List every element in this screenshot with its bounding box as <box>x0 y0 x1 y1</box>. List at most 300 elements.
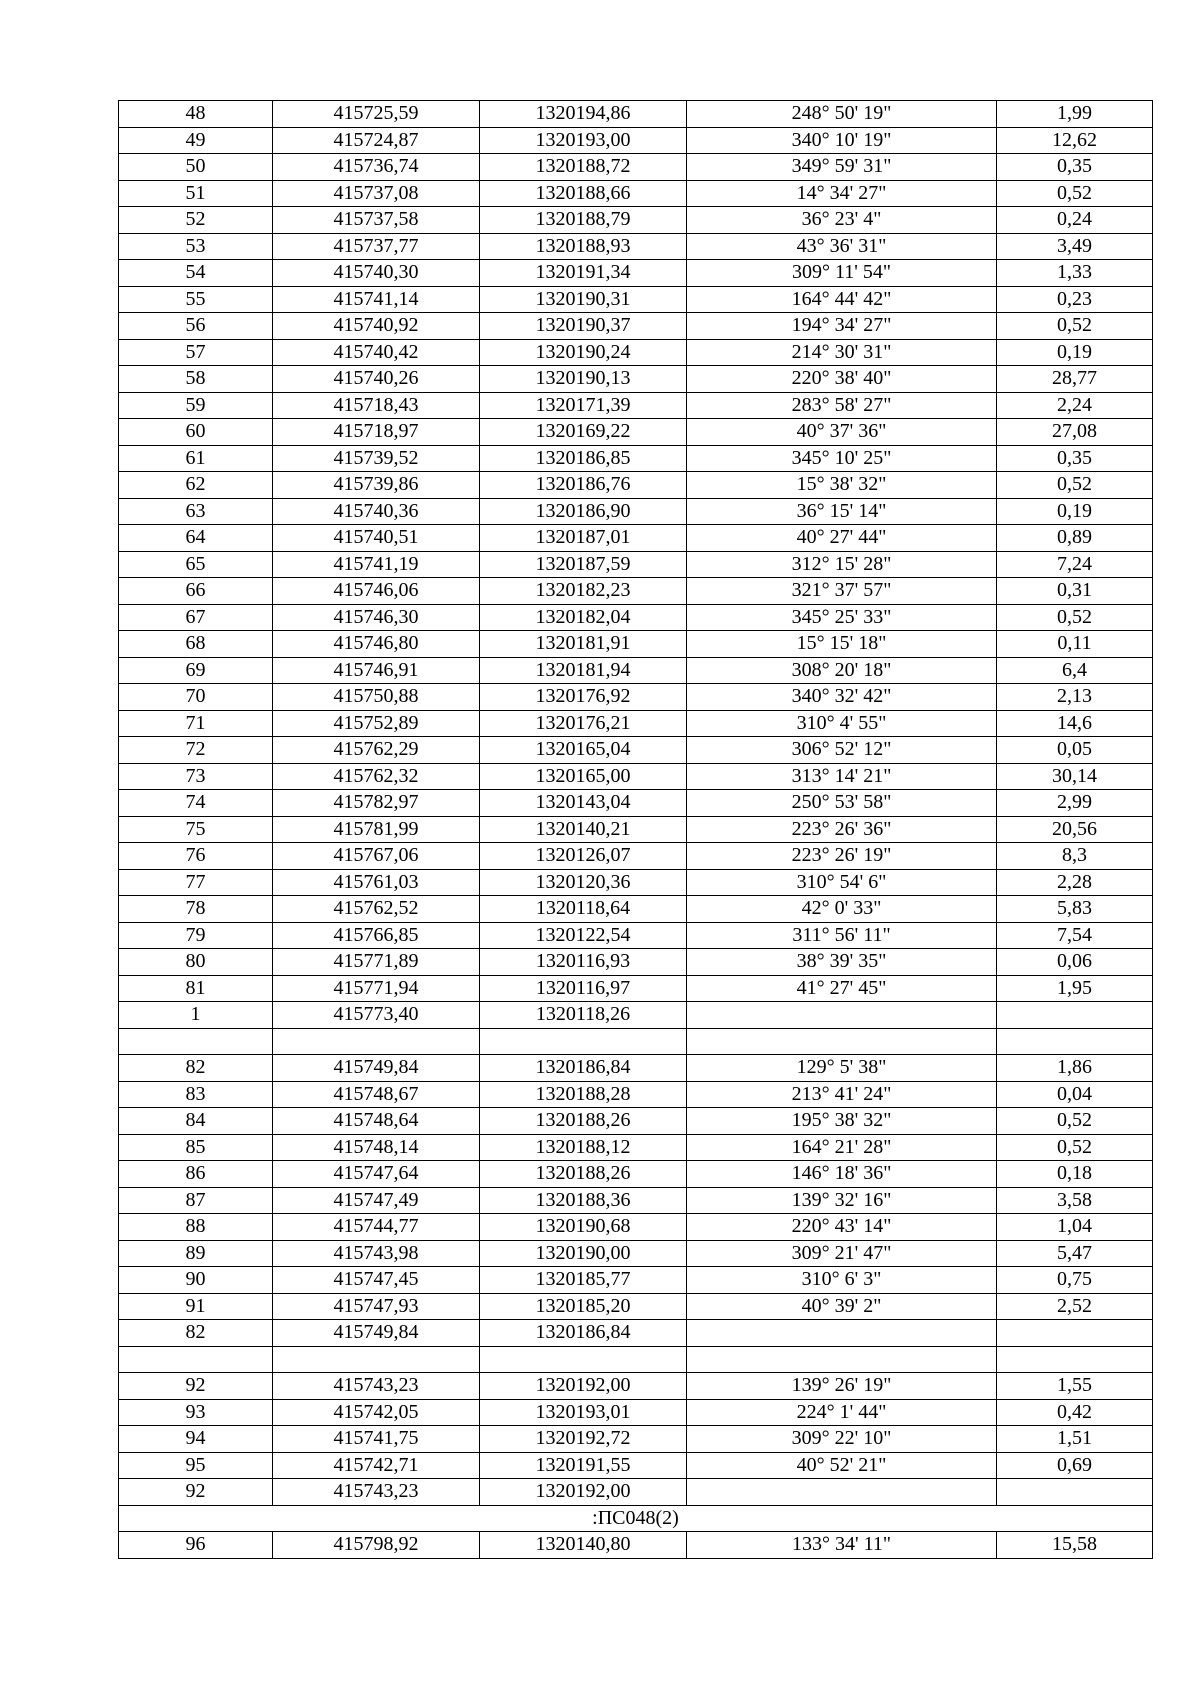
x-coordinate-cell: 415747,93 <box>273 1293 480 1320</box>
distance-cell: 0,89 <box>997 525 1153 552</box>
distance-cell: 2,99 <box>997 790 1153 817</box>
point-number-cell: 94 <box>119 1426 273 1453</box>
direction-angle-cell: 310° 54' 6" <box>687 869 997 896</box>
y-coordinate-cell: 1320181,91 <box>480 631 687 658</box>
point-number-cell: 55 <box>119 286 273 313</box>
point-number-cell: 90 <box>119 1267 273 1294</box>
direction-angle-cell: 40° 39' 2" <box>687 1293 997 1320</box>
table-row <box>119 233 1153 260</box>
direction-angle-cell: 340° 10' 19" <box>687 127 997 154</box>
direction-angle-cell: 309° 11' 54" <box>687 260 997 287</box>
x-coordinate-cell: 415743,23 <box>273 1479 480 1506</box>
distance-cell: 1,55 <box>997 1373 1153 1400</box>
x-coordinate-cell: 415749,84 <box>273 1320 480 1347</box>
point-number-cell: 72 <box>119 737 273 764</box>
direction-angle-cell: 309° 21' 47" <box>687 1240 997 1267</box>
distance-cell: 1,86 <box>997 1055 1153 1082</box>
empty-cell <box>480 1028 687 1055</box>
x-coordinate-cell: 415740,42 <box>273 339 480 366</box>
table-row <box>119 1055 1153 1082</box>
y-coordinate-cell: 1320191,55 <box>480 1452 687 1479</box>
direction-angle-cell: 139° 26' 19" <box>687 1373 997 1400</box>
table-row <box>119 1108 1153 1135</box>
table-row <box>119 1267 1153 1294</box>
direction-angle-cell: 36° 23' 4" <box>687 207 997 234</box>
distance-cell: 3,58 <box>997 1187 1153 1214</box>
y-coordinate-cell: 1320190,37 <box>480 313 687 340</box>
direction-angle-cell: 40° 52' 21" <box>687 1452 997 1479</box>
table-row <box>119 1002 1153 1029</box>
direction-angle-cell: 194° 34' 27" <box>687 313 997 340</box>
x-coordinate-cell: 415740,92 <box>273 313 480 340</box>
distance-cell: 0,05 <box>997 737 1153 764</box>
table-row <box>119 339 1153 366</box>
y-coordinate-cell: 1320191,34 <box>480 260 687 287</box>
x-coordinate-cell: 415741,19 <box>273 551 480 578</box>
direction-angle-cell: 220° 38' 40" <box>687 366 997 393</box>
direction-angle-cell: 195° 38' 32" <box>687 1108 997 1135</box>
x-coordinate-cell: 415725,59 <box>273 101 480 128</box>
x-coordinate-cell: 415739,86 <box>273 472 480 499</box>
distance-cell: 2,24 <box>997 392 1153 419</box>
direction-angle-cell: 36° 15' 14" <box>687 498 997 525</box>
point-number-cell: 67 <box>119 604 273 631</box>
empty-cell <box>119 1346 273 1373</box>
x-coordinate-cell: 415741,75 <box>273 1426 480 1453</box>
distance-cell: 0,31 <box>997 578 1153 605</box>
distance-cell: 1,51 <box>997 1426 1153 1453</box>
direction-angle-cell: 340° 32' 42" <box>687 684 997 711</box>
direction-angle-cell: 308° 20' 18" <box>687 657 997 684</box>
distance-cell: 1,04 <box>997 1214 1153 1241</box>
separator-row <box>119 1028 1153 1055</box>
direction-angle-cell <box>687 1002 997 1029</box>
direction-angle-cell: 311° 56' 11" <box>687 922 997 949</box>
table-row <box>119 525 1153 552</box>
point-number-cell: 70 <box>119 684 273 711</box>
y-coordinate-cell: 1320186,84 <box>480 1320 687 1347</box>
x-coordinate-cell: 415771,94 <box>273 975 480 1002</box>
point-number-cell: 60 <box>119 419 273 446</box>
table-row <box>119 260 1153 287</box>
x-coordinate-cell: 415752,89 <box>273 710 480 737</box>
table-row <box>119 498 1153 525</box>
table-row <box>119 207 1153 234</box>
empty-cell <box>119 1028 273 1055</box>
x-coordinate-cell: 415743,23 <box>273 1373 480 1400</box>
distance-cell: 14,6 <box>997 710 1153 737</box>
direction-angle-cell: 164° 44' 42" <box>687 286 997 313</box>
direction-angle-cell: 220° 43' 14" <box>687 1214 997 1241</box>
empty-cell <box>997 1346 1153 1373</box>
distance-cell: 7,24 <box>997 551 1153 578</box>
direction-angle-cell: 146° 18' 36" <box>687 1161 997 1188</box>
x-coordinate-cell: 415740,30 <box>273 260 480 287</box>
y-coordinate-cell: 1320190,13 <box>480 366 687 393</box>
direction-angle-cell: 283° 58' 27" <box>687 392 997 419</box>
table-row <box>119 366 1153 393</box>
direction-angle-cell: 250° 53' 58" <box>687 790 997 817</box>
distance-cell: 0,75 <box>997 1267 1153 1294</box>
y-coordinate-cell: 1320186,85 <box>480 445 687 472</box>
table-row <box>119 657 1153 684</box>
y-coordinate-cell: 1320188,93 <box>480 233 687 260</box>
y-coordinate-cell: 1320140,21 <box>480 816 687 843</box>
direction-angle-cell: 310° 6' 3" <box>687 1267 997 1294</box>
point-number-cell: 96 <box>119 1532 273 1559</box>
x-coordinate-cell: 415749,84 <box>273 1055 480 1082</box>
direction-angle-cell: 310° 4' 55" <box>687 710 997 737</box>
table-row <box>119 816 1153 843</box>
table-row <box>119 1532 1153 1559</box>
point-number-cell: 62 <box>119 472 273 499</box>
x-coordinate-cell: 415724,87 <box>273 127 480 154</box>
table-row <box>119 1452 1153 1479</box>
y-coordinate-cell: 1320187,59 <box>480 551 687 578</box>
direction-angle-cell: 214° 30' 31" <box>687 339 997 366</box>
y-coordinate-cell: 1320185,20 <box>480 1293 687 1320</box>
x-coordinate-cell: 415718,97 <box>273 419 480 446</box>
y-coordinate-cell: 1320185,77 <box>480 1267 687 1294</box>
point-number-cell: 79 <box>119 922 273 949</box>
y-coordinate-cell: 1320188,12 <box>480 1134 687 1161</box>
x-coordinate-cell: 415766,85 <box>273 922 480 949</box>
y-coordinate-cell: 1320181,94 <box>480 657 687 684</box>
y-coordinate-cell: 1320171,39 <box>480 392 687 419</box>
y-coordinate-cell: 1320187,01 <box>480 525 687 552</box>
distance-cell: 3,49 <box>997 233 1153 260</box>
x-coordinate-cell: 415746,30 <box>273 604 480 631</box>
distance-cell: 0,19 <box>997 498 1153 525</box>
table-row <box>119 101 1153 128</box>
empty-cell <box>687 1028 997 1055</box>
direction-angle-cell: 42° 0' 33" <box>687 896 997 923</box>
y-coordinate-cell: 1320116,93 <box>480 949 687 976</box>
direction-angle-cell: 129° 5' 38" <box>687 1055 997 1082</box>
direction-angle-cell: 345° 25' 33" <box>687 604 997 631</box>
point-number-cell: 64 <box>119 525 273 552</box>
distance-cell: 6,4 <box>997 657 1153 684</box>
point-number-cell: 66 <box>119 578 273 605</box>
direction-angle-cell: 306° 52' 12" <box>687 737 997 764</box>
table-row <box>119 392 1153 419</box>
y-coordinate-cell: 1320190,24 <box>480 339 687 366</box>
y-coordinate-cell: 1320186,84 <box>480 1055 687 1082</box>
distance-cell: 0,52 <box>997 472 1153 499</box>
direction-angle-cell: 309° 22' 10" <box>687 1426 997 1453</box>
section-header-row <box>119 1505 1153 1532</box>
distance-cell <box>997 1002 1153 1029</box>
y-coordinate-cell: 1320188,36 <box>480 1187 687 1214</box>
distance-cell: 27,08 <box>997 419 1153 446</box>
distance-cell: 0,52 <box>997 180 1153 207</box>
y-coordinate-cell: 1320188,79 <box>480 207 687 234</box>
distance-cell: 0,42 <box>997 1399 1153 1426</box>
distance-cell: 30,14 <box>997 763 1153 790</box>
table-row <box>119 472 1153 499</box>
point-number-cell: 87 <box>119 1187 273 1214</box>
distance-cell: 0,52 <box>997 604 1153 631</box>
x-coordinate-cell: 415747,45 <box>273 1267 480 1294</box>
table-row <box>119 604 1153 631</box>
distance-cell: 0,19 <box>997 339 1153 366</box>
x-coordinate-cell: 415744,77 <box>273 1214 480 1241</box>
empty-cell <box>997 1028 1153 1055</box>
point-number-cell: 77 <box>119 869 273 896</box>
table-row <box>119 922 1153 949</box>
direction-angle-cell: 15° 15' 18" <box>687 631 997 658</box>
x-coordinate-cell: 415746,80 <box>273 631 480 658</box>
point-number-cell: 75 <box>119 816 273 843</box>
direction-angle-cell: 43° 36' 31" <box>687 233 997 260</box>
y-coordinate-cell: 1320126,07 <box>480 843 687 870</box>
point-number-cell: 56 <box>119 313 273 340</box>
table-row <box>119 419 1153 446</box>
table-row <box>119 1240 1153 1267</box>
y-coordinate-cell: 1320122,54 <box>480 922 687 949</box>
table-row <box>119 1399 1153 1426</box>
y-coordinate-cell: 1320193,01 <box>480 1399 687 1426</box>
y-coordinate-cell: 1320188,26 <box>480 1108 687 1135</box>
empty-cell <box>273 1346 480 1373</box>
x-coordinate-cell: 415747,49 <box>273 1187 480 1214</box>
direction-angle-cell: 223° 26' 36" <box>687 816 997 843</box>
point-number-cell: 68 <box>119 631 273 658</box>
table-row <box>119 313 1153 340</box>
distance-cell: 0,52 <box>997 1134 1153 1161</box>
coordinates-table <box>118 100 1153 1559</box>
point-number-cell: 80 <box>119 949 273 976</box>
table-row <box>119 1479 1153 1506</box>
direction-angle-cell: 223° 26' 19" <box>687 843 997 870</box>
y-coordinate-cell: 1320190,31 <box>480 286 687 313</box>
y-coordinate-cell: 1320193,00 <box>480 127 687 154</box>
table-row <box>119 896 1153 923</box>
table-row <box>119 1426 1153 1453</box>
point-number-cell: 74 <box>119 790 273 817</box>
x-coordinate-cell: 415761,03 <box>273 869 480 896</box>
distance-cell: 5,83 <box>997 896 1153 923</box>
x-coordinate-cell: 415740,36 <box>273 498 480 525</box>
empty-cell <box>480 1346 687 1373</box>
x-coordinate-cell: 415762,29 <box>273 737 480 764</box>
table-row <box>119 154 1153 181</box>
point-number-cell: 1 <box>119 1002 273 1029</box>
table-row <box>119 1081 1153 1108</box>
point-number-cell: 73 <box>119 763 273 790</box>
distance-cell: 7,54 <box>997 922 1153 949</box>
distance-cell: 0,35 <box>997 445 1153 472</box>
distance-cell: 0,52 <box>997 313 1153 340</box>
y-coordinate-cell: 1320118,64 <box>480 896 687 923</box>
table-row <box>119 869 1153 896</box>
direction-angle-cell: 139° 32' 16" <box>687 1187 997 1214</box>
point-number-cell: 84 <box>119 1108 273 1135</box>
y-coordinate-cell: 1320188,26 <box>480 1161 687 1188</box>
y-coordinate-cell: 1320176,21 <box>480 710 687 737</box>
x-coordinate-cell: 415742,71 <box>273 1452 480 1479</box>
direction-angle-cell <box>687 1320 997 1347</box>
point-number-cell: 86 <box>119 1161 273 1188</box>
section-label: :ПС048(2) <box>119 1505 1153 1532</box>
direction-angle-cell: 14° 34' 27" <box>687 180 997 207</box>
direction-angle-cell: 164° 21' 28" <box>687 1134 997 1161</box>
table-row <box>119 286 1153 313</box>
table-row <box>119 180 1153 207</box>
direction-angle-cell: 40° 27' 44" <box>687 525 997 552</box>
x-coordinate-cell: 415771,89 <box>273 949 480 976</box>
y-coordinate-cell: 1320194,86 <box>480 101 687 128</box>
point-number-cell: 85 <box>119 1134 273 1161</box>
point-number-cell: 89 <box>119 1240 273 1267</box>
y-coordinate-cell: 1320176,92 <box>480 684 687 711</box>
direction-angle-cell: 345° 10' 25" <box>687 445 997 472</box>
direction-angle-cell: 213° 41' 24" <box>687 1081 997 1108</box>
y-coordinate-cell: 1320140,80 <box>480 1532 687 1559</box>
x-coordinate-cell: 415737,08 <box>273 180 480 207</box>
y-coordinate-cell: 1320120,36 <box>480 869 687 896</box>
point-number-cell: 71 <box>119 710 273 737</box>
distance-cell: 1,33 <box>997 260 1153 287</box>
distance-cell: 28,77 <box>997 366 1153 393</box>
x-coordinate-cell: 415746,91 <box>273 657 480 684</box>
point-number-cell: 53 <box>119 233 273 260</box>
direction-angle-cell: 313° 14' 21" <box>687 763 997 790</box>
direction-angle-cell: 38° 39' 35" <box>687 949 997 976</box>
y-coordinate-cell: 1320192,00 <box>480 1479 687 1506</box>
direction-angle-cell: 15° 38' 32" <box>687 472 997 499</box>
y-coordinate-cell: 1320182,23 <box>480 578 687 605</box>
point-number-cell: 92 <box>119 1479 273 1506</box>
distance-cell: 0,52 <box>997 1108 1153 1135</box>
x-coordinate-cell: 415737,58 <box>273 207 480 234</box>
distance-cell: 15,58 <box>997 1532 1153 1559</box>
table-row <box>119 1214 1153 1241</box>
point-number-cell: 54 <box>119 260 273 287</box>
table-row <box>119 127 1153 154</box>
direction-angle-cell: 133° 34' 11" <box>687 1532 997 1559</box>
x-coordinate-cell: 415798,92 <box>273 1532 480 1559</box>
y-coordinate-cell: 1320165,04 <box>480 737 687 764</box>
point-number-cell: 49 <box>119 127 273 154</box>
point-number-cell: 57 <box>119 339 273 366</box>
direction-angle-cell: 349° 59' 31" <box>687 154 997 181</box>
table-row <box>119 445 1153 472</box>
distance-cell <box>997 1320 1153 1347</box>
y-coordinate-cell: 1320143,04 <box>480 790 687 817</box>
y-coordinate-cell: 1320188,66 <box>480 180 687 207</box>
x-coordinate-cell: 415739,52 <box>273 445 480 472</box>
table-row <box>119 949 1153 976</box>
distance-cell: 0,24 <box>997 207 1153 234</box>
table-row <box>119 578 1153 605</box>
distance-cell: 0,06 <box>997 949 1153 976</box>
table-row <box>119 1161 1153 1188</box>
table-row <box>119 975 1153 1002</box>
direction-angle-cell: 224° 1' 44" <box>687 1399 997 1426</box>
distance-cell: 2,52 <box>997 1293 1153 1320</box>
distance-cell: 1,95 <box>997 975 1153 1002</box>
table-row <box>119 1373 1153 1400</box>
point-number-cell: 78 <box>119 896 273 923</box>
point-number-cell: 58 <box>119 366 273 393</box>
point-number-cell: 63 <box>119 498 273 525</box>
y-coordinate-cell: 1320116,97 <box>480 975 687 1002</box>
point-number-cell: 61 <box>119 445 273 472</box>
point-number-cell: 69 <box>119 657 273 684</box>
table-row <box>119 843 1153 870</box>
y-coordinate-cell: 1320118,26 <box>480 1002 687 1029</box>
direction-angle-cell <box>687 1479 997 1506</box>
point-number-cell: 50 <box>119 154 273 181</box>
point-number-cell: 95 <box>119 1452 273 1479</box>
x-coordinate-cell: 415762,32 <box>273 763 480 790</box>
point-number-cell: 88 <box>119 1214 273 1241</box>
table-row <box>119 1187 1153 1214</box>
direction-angle-cell: 41° 27' 45" <box>687 975 997 1002</box>
direction-angle-cell: 312° 15' 28" <box>687 551 997 578</box>
point-number-cell: 81 <box>119 975 273 1002</box>
y-coordinate-cell: 1320192,00 <box>480 1373 687 1400</box>
point-number-cell: 76 <box>119 843 273 870</box>
x-coordinate-cell: 415747,64 <box>273 1161 480 1188</box>
point-number-cell: 59 <box>119 392 273 419</box>
x-coordinate-cell: 415748,64 <box>273 1108 480 1135</box>
table-row <box>119 1134 1153 1161</box>
point-number-cell: 91 <box>119 1293 273 1320</box>
table-row <box>119 790 1153 817</box>
distance-cell: 8,3 <box>997 843 1153 870</box>
distance-cell: 0,69 <box>997 1452 1153 1479</box>
distance-cell: 0,04 <box>997 1081 1153 1108</box>
x-coordinate-cell: 415740,51 <box>273 525 480 552</box>
distance-cell <box>997 1479 1153 1506</box>
y-coordinate-cell: 1320165,00 <box>480 763 687 790</box>
distance-cell: 0,35 <box>997 154 1153 181</box>
distance-cell: 1,99 <box>997 101 1153 128</box>
distance-cell: 20,56 <box>997 816 1153 843</box>
direction-angle-cell: 248° 50' 19" <box>687 101 997 128</box>
distance-cell: 0,23 <box>997 286 1153 313</box>
point-number-cell: 65 <box>119 551 273 578</box>
point-number-cell: 48 <box>119 101 273 128</box>
table-row <box>119 763 1153 790</box>
empty-cell <box>687 1346 997 1373</box>
x-coordinate-cell: 415750,88 <box>273 684 480 711</box>
table-row <box>119 551 1153 578</box>
point-number-cell: 51 <box>119 180 273 207</box>
y-coordinate-cell: 1320169,22 <box>480 419 687 446</box>
table-row <box>119 631 1153 658</box>
distance-cell: 12,62 <box>997 127 1153 154</box>
x-coordinate-cell: 415781,99 <box>273 816 480 843</box>
y-coordinate-cell: 1320192,72 <box>480 1426 687 1453</box>
table-row <box>119 684 1153 711</box>
coordinates-table-body <box>119 101 1153 1559</box>
x-coordinate-cell: 415742,05 <box>273 1399 480 1426</box>
x-coordinate-cell: 415773,40 <box>273 1002 480 1029</box>
y-coordinate-cell: 1320188,72 <box>480 154 687 181</box>
y-coordinate-cell: 1320188,28 <box>480 1081 687 1108</box>
distance-cell: 0,11 <box>997 631 1153 658</box>
y-coordinate-cell: 1320186,76 <box>480 472 687 499</box>
distance-cell: 2,28 <box>997 869 1153 896</box>
table-row <box>119 737 1153 764</box>
point-number-cell: 93 <box>119 1399 273 1426</box>
x-coordinate-cell: 415740,26 <box>273 366 480 393</box>
point-number-cell: 82 <box>119 1320 273 1347</box>
x-coordinate-cell: 415762,52 <box>273 896 480 923</box>
